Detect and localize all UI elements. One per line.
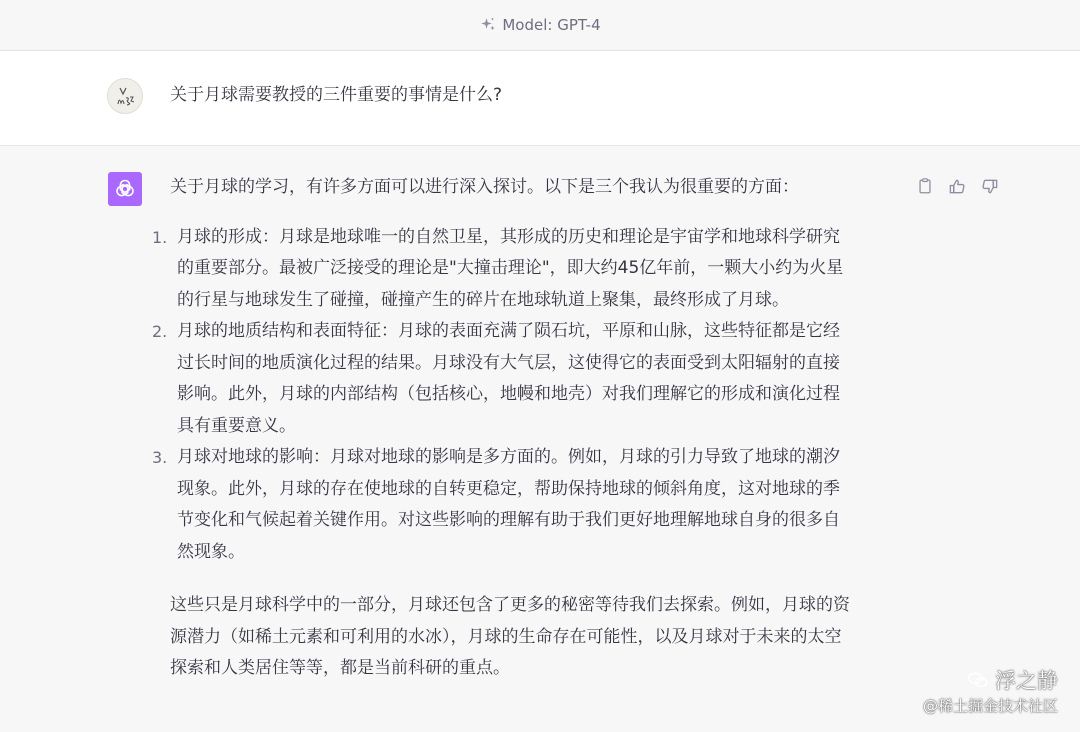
watermark-community: @稀土掘金技术社区 — [922, 697, 1058, 715]
list-line: 过长时间的地质演化过程的结果。月球没有大气层，这使得它的表面受到太阳辐射的直接 — [177, 352, 840, 373]
watermark-author: 浮之静 — [995, 669, 1058, 693]
outro-line: 这些只是月球科学中的一部分，月球还包含了更多的秘密等待我们去探索。例如，月球的资 — [170, 595, 850, 615]
list-number: 2. — [152, 322, 168, 341]
watermark — [923, 665, 1058, 716]
assistant-intro: 关于月球的学习，有许多方面可以进行深入探讨。以下是三个我认为很重要的方面： — [170, 177, 799, 197]
list-item — [152, 222, 920, 317]
message-actions — [915, 176, 999, 196]
user-message-row — [0, 51, 1080, 146]
assistant-message-row — [0, 146, 1080, 732]
list-number: 3. — [152, 448, 168, 467]
outro-line: 探索和人类居住等等，都是当前科研的重点。 — [170, 658, 510, 678]
list-number: 1. — [152, 227, 168, 247]
thumbs-down-icon — [980, 177, 999, 196]
user-avatar-icon — [107, 78, 143, 114]
list-line: 的行星与地球发生了碰撞，碰撞产生的碎片在地球轨道上聚集，最终形成了月球。 — [177, 289, 789, 310]
list-line: 月球对地球的影响：月球对地球的影响是多方面的。例如，月球的引力导致了地球的潮汐 — [177, 447, 840, 467]
sparkle-icon — [479, 16, 497, 34]
assistant-outro — [170, 590, 920, 685]
list-line: 的重要部分。最被广泛接受的理论是"大撞击理论"，即大约45亿年前，一颗大小约为火星 — [177, 258, 844, 278]
key-points-list — [152, 222, 920, 569]
list-line: 现象。此外，月球的存在使地球的自转更稳定，帮助保持地球的倾斜角度，这对地球的季 — [177, 478, 840, 499]
list-line: 具有重要意义。 — [177, 415, 296, 436]
openai-logo-icon — [108, 172, 142, 206]
list-line: 月球的地质结构和表面特征：月球的表面充满了陨石坑，平原和山脉，这些特征都是它经 — [177, 321, 840, 341]
list-item — [152, 316, 920, 442]
wechat-icon — [967, 669, 989, 691]
clipboard-icon — [916, 177, 934, 195]
outro-line: 源潜力（如稀土元素和可利用的水冰），月球的生命存在可能性，以及月球对于未来的太空 — [170, 626, 842, 647]
list-line: 节变化和气候起着关键作用。对这些影响的理解有助于我们更好地理解地球自身的很多自 — [177, 510, 840, 530]
list-item — [152, 442, 920, 568]
list-line: 月球的形成：月球是地球唯一的自然卫星，其形成的历史和理论是宇宙学和地球科学研究 — [177, 226, 840, 247]
list-line: 然现象。 — [177, 541, 245, 562]
model-header — [0, 0, 1080, 51]
list-line: 影响。此外，月球的内部结构（包括核心，地幔和地壳）对我们理解它的形成和演化过程 — [177, 384, 840, 404]
thumbs-up-icon — [948, 177, 967, 196]
assistant-message-body — [152, 172, 920, 685]
copy-button[interactable] — [915, 176, 935, 196]
model-label: Model: GPT-4 — [502, 16, 601, 34]
user-message-text: 关于月球需要教授的三件重要的事情是什么? — [170, 85, 503, 105]
thumbs-up-button[interactable] — [947, 176, 967, 196]
thumbs-down-button[interactable] — [979, 176, 999, 196]
